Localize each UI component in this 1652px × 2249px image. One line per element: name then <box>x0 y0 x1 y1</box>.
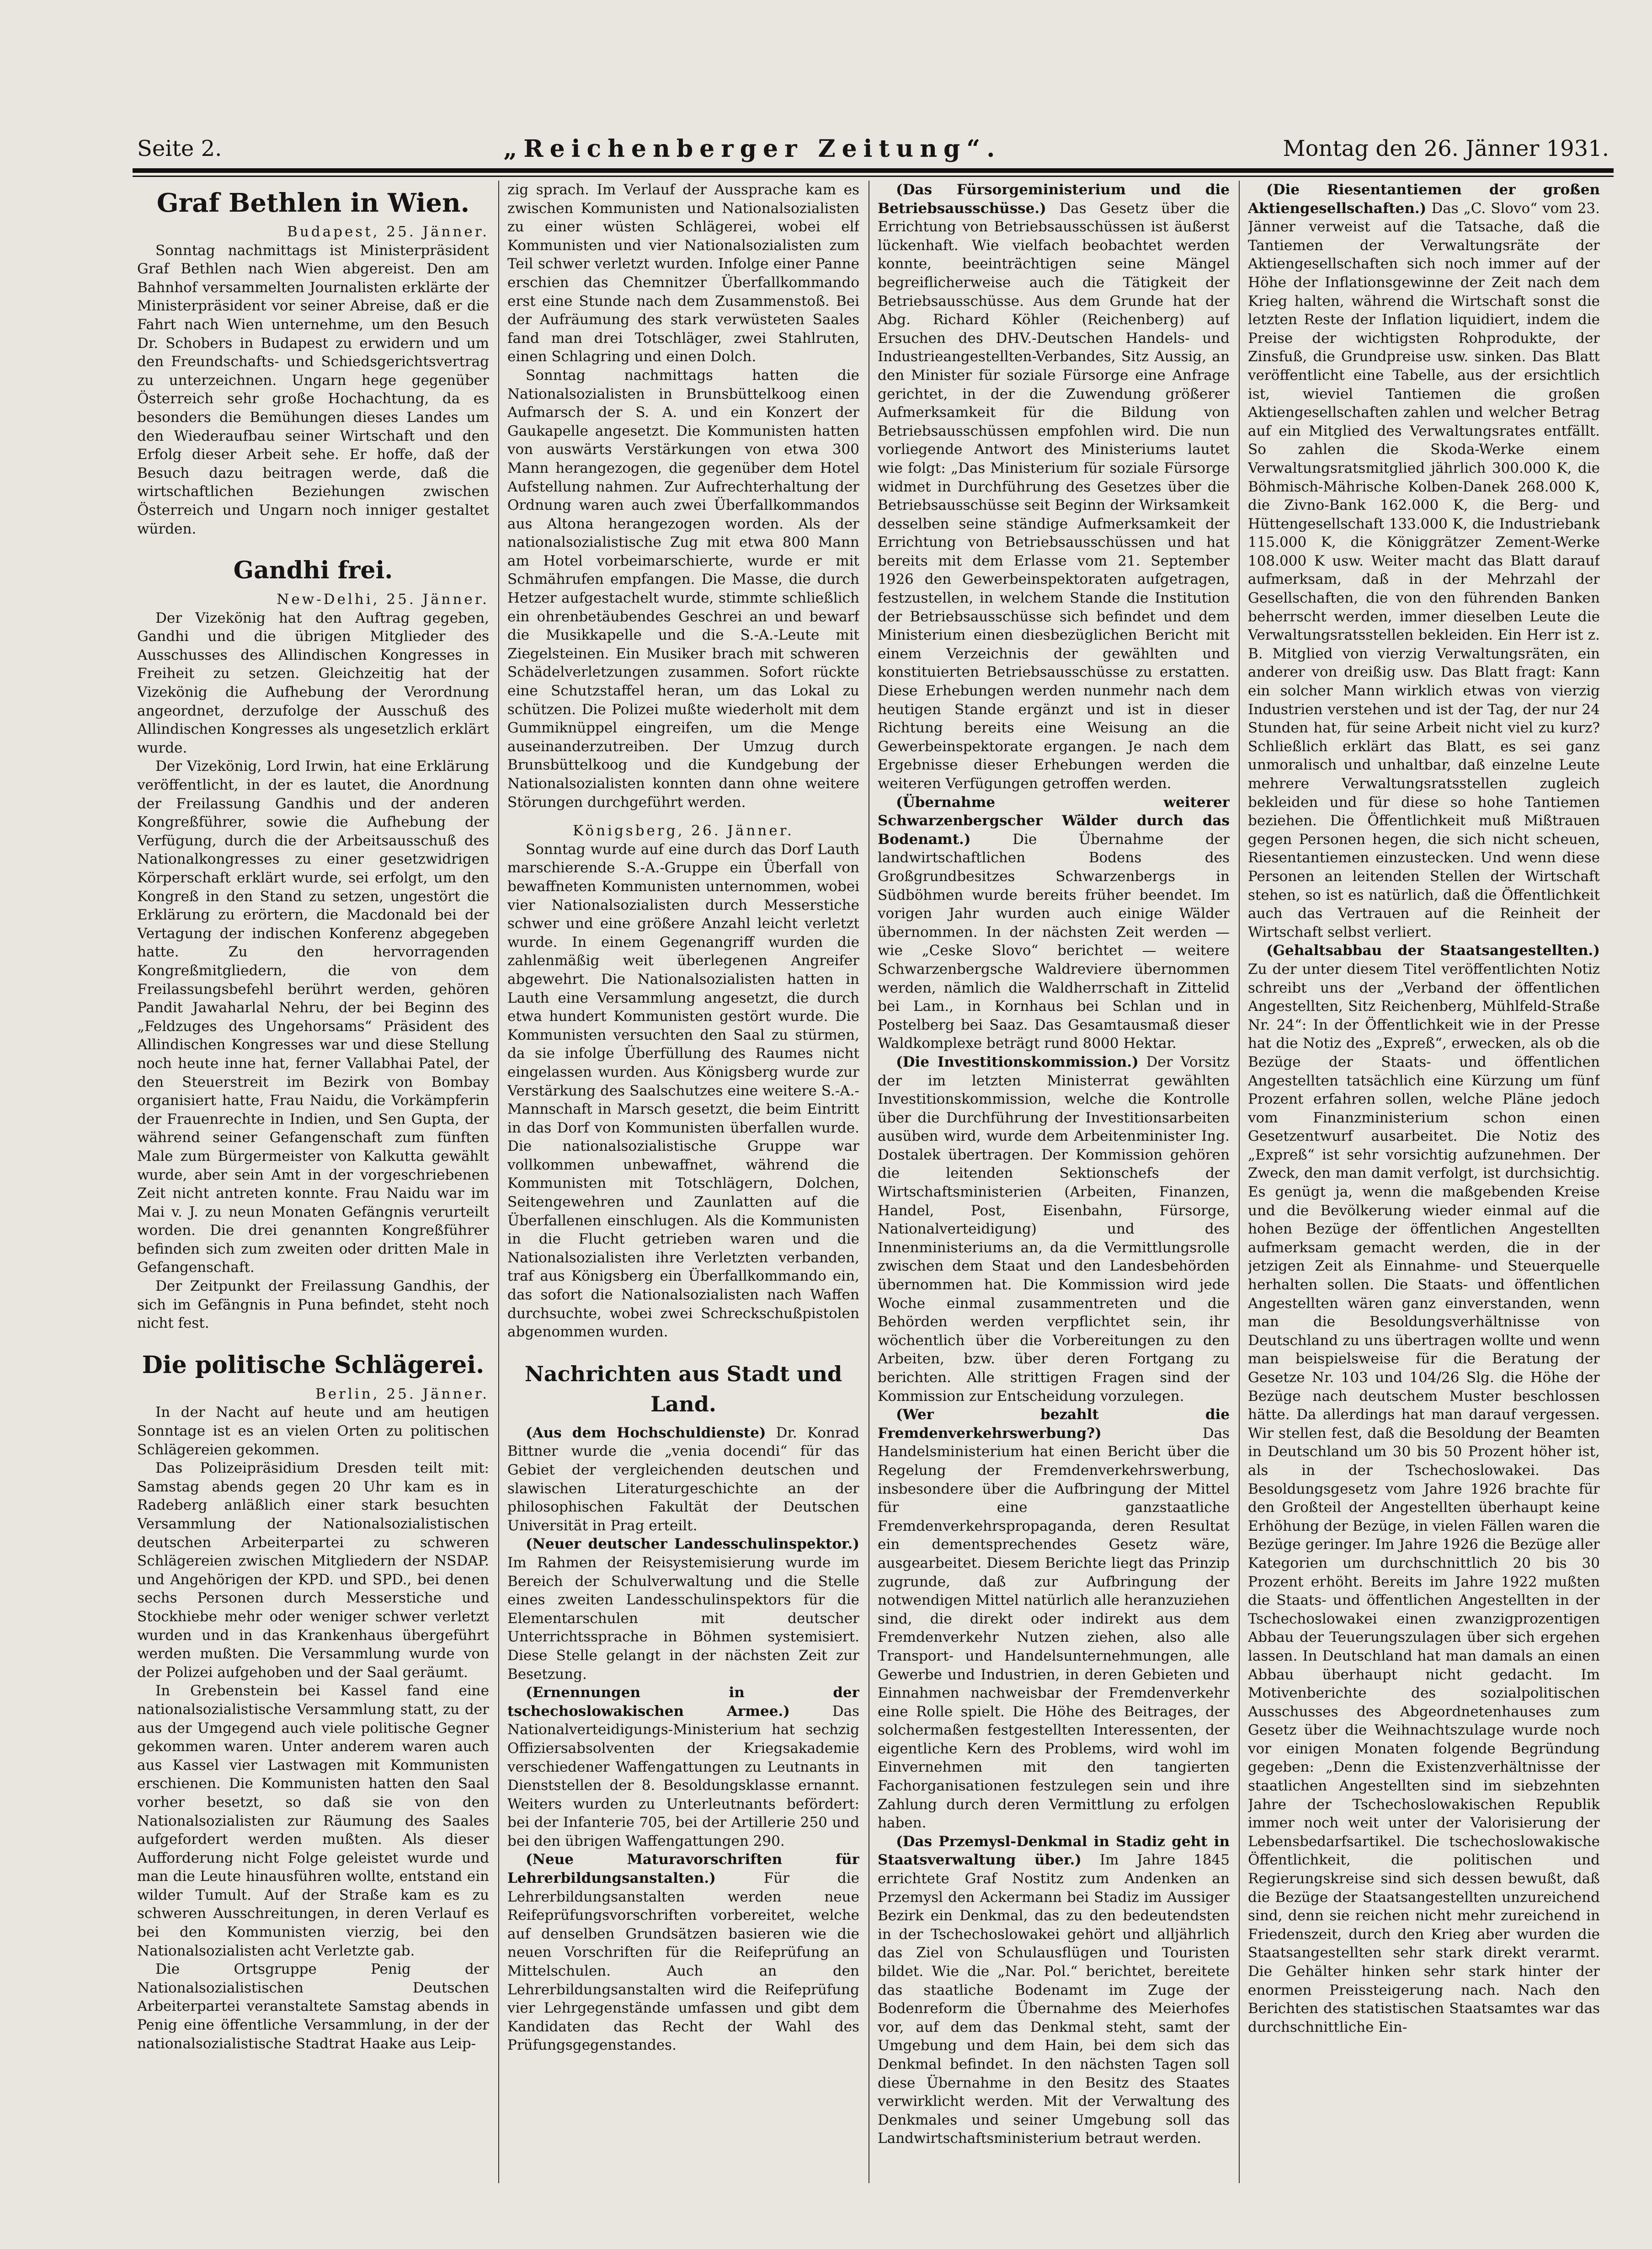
article-koenigsberg: Sonntag wurde auf eine durch das Dorf Lauth marschierende S.-A.-Gruppe ein Überfall von bewaffneten Kommunisten unternommen, wobei vier Nationalsozialisten durch Messerstiche schwer und eine größere Anzahl leicht verletzt wurde. In einem Gegenangriff wurden die zahlenmäßig weit überlegenen Angreifer abgewehrt. Die Nationalsozialisten hatten in Lauth eine Versammlung angesetzt, die durch etwa hundert Kommunisten gestört wurde. Die Kommunisten versuchten den Saal zu stürmen, da sie infolge Überfüllung des Raumes nicht eingelassen wurden. Aus Königsberg wurde zur Verstärkung des Saalschutzes eine weitere S.-A.-Mannschaft in Marsch gesetzt, die beim Eintritt in das Dorf von Kommunisten überfallen wurde. Die nationalsozialistische Gruppe war vollkommen unbewaffnet, während die Kommunisten mit Totschlägern, Dolchen, Seitengewehren und Zaunlatten auf die Überfallenen einschlugen. Als die Kommunisten in die Flucht getrieben waren und die Nationalsozialisten ihre Verletzten verbanden, traf aus Königsberg ein Überfallkommando ein, das sofort die Nationalsozialisten nach Waffen durchsuchte, wobei zwei Schreckschußpistolen abgenommen wurden. <box>507 841 859 1341</box>
article-gandhi-para-1: Der Vizekönig hat den Auftrag gegeben, Gandhi und die übrigen Mitglieder des Ausschusses des Allindischen Kongresses in Freiheit zu setzen. Gleichzeitig hat der Vizekönig die Aufhebung der Verordnung angeordnet, derzufolge der Ausschuß des Allindischen Kongresses als ungesetzlich erklärt wurde. <box>137 609 489 756</box>
article-gandhi-para-3: Der Zeitpunkt der Freilassung Gandhis, der sich im Gefängnis in Puna befindet, steht noch nicht fest. <box>137 1278 489 1332</box>
item-hochschuldienst-text: Dr. Konrad Bittner wurde die „venia docendi“ für das Gebiet der vergleichenden deutschen und slawischen Literaturgeschichte an der philosophischen Fakultät der Deutschen Universität in Prag erteilt. <box>507 1424 859 1534</box>
item-landesschulinspektor-heading: (Neuer deutscher Landesschulinspektor.) <box>526 1536 859 1553</box>
header-rule-thick <box>133 168 1614 173</box>
item-schwarzenberg <box>878 793 1230 1053</box>
dateline-budapest: Budapest, 25. Jänner. <box>287 224 489 240</box>
article-schlaegerei-para-1: In der Nacht auf heute und am heutigen Sonntage ist es an vielen Orten zu politischen Schlägereien gekommen. <box>137 1404 489 1458</box>
article-gandhi-para-2: Der Vizekönig, Lord Irwin, hat eine Erklärung veröffentlicht, in der es lautet, die Anordnung der Freilassung Gandhis und der anderen Kongreßführer, sowie die Aufhebung der Verfügung, durch die der Arbeitsausschuß des Nationalkongresses zu einer gesetzwidrigen Körperschaft erklärt wurde, sei erfolgt, um den Kongreß in den Stand zu setzen, ungestört die Erklärung zu erörtern, die Macdonald bei der Vertagung der indischen Konferenz abgegeben hatte. Zu den hervorragenden Kongreßmitgliedern, die von dem Freilassungsbefehl berührt werden, gehören Pandit Jawaharlal Nehru, der bei Beginn des „Feldzuges des Ungehorsams“ Präsident des Allindischen Kongresses war und diese Stellung noch heute inne hat, ferner Vallabhai Patel, der den Steuerstreit im Bezirk von Bombay organisiert hatte, Frau Naidu, die Vorkämpferin der Frauenrechte in Indien, und Sen Gupta, der während seiner Gefangenschaft zum fünften Male zum Bürgermeister von Kalkutta gewählt wurde, aber sein Amt in der vorgeschriebenen Zeit nicht antreten konnte. Frau Naidu war im Mai v. J. zu neun Monaten Gefängnis verurteilt worden. Die drei genannten Kongreßführer befinden sich zum zweiten oder dritten Male in Gefangenschaft. <box>137 758 489 1276</box>
item-maturavorschriften-text: Für die Lehrerbildungsanstalten werden neue Reifeprüfungsvorschriften vorbereitet, welche auf denselben Grundsätzen basieren wie die neuen Vorschriften für die Reifeprüfung an Mittelschulen. Auch an den Lehrerbildungsanstalten wird die Reifeprüfung vier Lehrgegenstände umfassen und gibt dem Kandidaten das Recht der Wahl des Prüfungsgegenstandes. <box>507 1870 859 2054</box>
item-schwarzenberg-text: Die Übernahme der landwirtschaftlichen Bodens des Großgrundbesitzes Schwarzenbergs in Südböhmen wurde bereits früher beendet. Im vorigen Jahr wurden auch einige Wälder übernommen. In der nächsten Zeit werden — wie „Ceske Slovo“ berichtet — weitere Schwarzenbergsche Waldreviere übernommen werden, nämlich die Waldherrschaft in Zittelid bei Lam., in Kornhaus bei Schlan und in Postelberg bei Saaz. Das Gesamtausmaß dieser Waldkomplexe beträgt rund 8000 Hektar. <box>878 831 1230 1052</box>
article-schlaegerei-para-3: In Grebenstein bei Kassel fand eine nationalsozialistische Versammlung statt, zu der aus der Umgegend auch viele politische Gegner gekommen waren. Unter anderem waren auch aus Kassel vier Lastwagen mit Kommunisten erschienen. Die Kommunisten hatten den Saal vorher besetzt, so daß sie von den Nationalsozialisten zur Räumung des Saales aufgefordert werden mußten. Als dieser Aufforderung nicht Folge geleistet wurde und man die Leute hinausführen wollte, entstand ein wilder Tumult. Auf der Straße kam es zu schweren Ausschreitungen, in deren Verlauf es bei den Kommunisten vierzig, bei den Nationalsozialisten acht Verletzte gab. <box>137 1683 489 1959</box>
item-fuersorgeministerium-text: Das Gesetz über die Errichtung von Betriebsausschüssen ist äußerst lückenhaft. Wie vielfach beobachtet werden konnte, beeinträchtigen seine Mängel begreiflicherweise auch die Tätigkeit der Betriebsausschüsse. Aus dem Grunde hat der Abg. Richard Köhler (Reichenberg) auf Ersuchen des DHV.-Deutschen Handels- und Industrieangestellten-Verbandes, Sitz Aussig, an den Minister für soziale Fürsorge eine Anfrage gerichtet, in der die Zuwendung größerer Aufmerksamkeit für die Bildung von Betriebsausschüssen empfohlen wird. Die nun vorliegende Antwort des Ministeriums lautet wie folgt: „Das Ministerium für soziale Fürsorge widmet in Durchführung des Gesetzes über die Betriebsausschüsse seit Beginn der Wirksamkeit desselben seine ständige Aufmerksamkeit der Errichtung von Betriebsausschüssen und hat bereits mit dem Erlasse vom 21. September 1926 den Gewerbeinspektoraten aufgetragen, festzustellen, in welchem Stande die Institution der Betriebsausschüsse sich befindet und dem Ministerium einen diesbezüglichen Bericht mit einem Verzeichnis der gewählten und konstituierten Betriebsausschüsse zu erstatten. Diese Erhebungen werden nunmehr nach dem heutigen Stande ergänzt und ist in dieser Richtung bereits eine Weisung an die Gewerbeinspektorate ergangen. Je nach dem Ergebnisse dieser Erhebungen werden die weiteren Verfügungen getroffen werden. <box>878 200 1230 792</box>
item-fuersorgeministerium-heading: (Das Fürsorgeministerium und die Betriebsausschüsse.) <box>878 182 1230 217</box>
column-divider-1 <box>498 181 499 2183</box>
item-gehaltsabbau-text: Zu der unter diesem Titel veröffentlichten Notiz schreibt uns der „Verband der öffentlichen Angestellten, Sitz Reichenberg, Mühlfeld-Straße Nr. 24“: In der Öffentlichkeit wie in der Presse hat die Notiz des „Expreß“, erwecken, als ob die Bezüge der Staats- und öffentlichen Angestellten tatsächlich eine Kürzung um fünf Prozent erfahren sollen, welche Pläne jedoch vom Finanzministerium schon einen Gesetzentwurf ausarbeitet. Die Notiz des „Expreß“ ist sehr vorsichtig aufzunehmen. Der Zweck, den man damit verfolgt, ist durchsichtig. Es genügt ja, wenn die maßgebenden Kreise und die Bevölkerung wieder einmal auf die hohen Bezüge der öffentlichen Angestellten aufmerksam gemacht werden, die in der jetzigen Zeit als Einnahme- und Steuerquelle herhalten sollen. Die Staats- und öffentlichen Angestellten wären ganz einverstanden, wenn man die Besoldungsverhältnisse von Deutschland zu uns übertragen wollte und wenn man beispielsweise für die Beratung der Gesetze Nr. 103 und 104/26 Slg. die Höhe der Bezüge nach deutschem Muster beschlossen hätte. Da allerdings hat man darauf vergessen. Wir stellen fest, daß die Besoldung der Beamten in Deutschland um 30 bis 50 Prozent höher ist, als in der Tschechoslowakei. Das Besoldungsgesetz vom Jahre 1926 brachte für den Großteil der Angestellten überhaupt keine Erhöhung der Bezüge, in vielen Fällen waren die Bezüge geringer. Im Jahre 1926 die Bezüge aller Kategorien um durchschnittlich 20 bis 30 Prozent erhöht. Bereits im Jahre 1922 mußten die Staats- und öffentlichen Angestellten in der Tschechoslowakei einen zwanzigprozentigen Abbau der Teuerungszulagen über sich ergehen lassen. In Deutschland hat man damals an einen Abbau überhaupt nicht gedacht. Im Motivenberichte des sozialpolitischen Ausschusses des Abgeordnetenhauses zum Gesetz über die Weihnachtszulage wurde noch vor einigen Monaten folgende Begründung gegeben: „Denn die Existenzverhältnisse der staatlichen Angestellten sind im siebzehnten Jahre der Tschechoslowakischen Republik immer noch weit unter der Valorisierung der Lebensbedarfsartikel. Die tschechoslowakische Öffentlichkeit, die politischen und Regierungskreise sind sich dessen bewußt, daß die Bezüge der Staatsangestellten unzureichend sind, denn sie reichen nicht mehr zureichend in Friedenszeit, durch den Krieg aber wurden die Staatsangestellten sehr stark direkt verarmt. Die Gehälter hinken sehr stark hinter der enormen Preissteigerung nach. Nach den Berichten des statistischen Staatsamtes war das durchschnittliche Ein- <box>1248 961 1600 2035</box>
column-divider-3 <box>1239 181 1240 2183</box>
item-riesentantiemen-text: Das „C. Slovo“ vom 23. Jänner verweist auf die Tatsache, daß die Tantiemen der Verwaltungsräte der Aktiengesellschaften sich noch immer auf der Höhe der Inflationsgewinne der Zeit nach dem Krieg halten, während die Wirtschaft sonst die letzten Reste der Inflation liquidiert, indem die Preise der wichtigsten Rohprodukte, der Zinsfuß, die Grundpreise usw. sinken. Das Blatt veröffentlicht eine Tabelle, aus der ersichtlich ist, wieviel Tantiemen die großen Aktiengesellschaften zahlen und welcher Betrag auf ein Mitglied des Verwaltungsrates entfällt. So zahlen die Skoda-Werke einem Verwaltungsratsmitglied jährlich 300.000 K, die Böhmisch-Mährische Kolben-Danek 268.000 K, die Zivno-Bank 162.000 K, die Berg- und Hüttengesellschaft 133.000 K, die Industriebank 115.000 K, die Königgrätzer Zement-Werke 108.000 K usw. Weiter macht das Blatt darauf aufmerksam, daß in der Mehrzahl der Gesellschaften, die von den führenden Banken beherrscht werden, immer dieselben Leute die Verwaltungsratsstellen bekleiden. Ein Herr ist z. B. Mitglied von vierzig Verwaltungsräten, ein anderer von dreißig usw. Das Blatt fragt: Kann ein solcher Mann wirklich etwas von vierzig Industrien verstehen und ist der Tag, der nur 24 Stunden hat, für seine Arbeit nicht viel zu kurz? Schließlich erklärt das Blatt, es sei ganz unmoralisch und unhaltbar, daß einzelne Leute mehrere Verwaltungsratsstellen zugleich bekleiden und für diese so hohe Tantiemen beziehen. Die Öffentlichkeit muß Mißtrauen gegen Personen hegen, die sich nicht scheuen, Riesentantiemen einzustecken. Und wenn diese Personen an leitenden Stellen der Wirtschaft stehen, so ist es natürlich, daß die Öffentlichkeit auch das Vertrauen auf die Reinheit der Wirtschaft selbst verliert. <box>1248 200 1600 940</box>
item-landesschulinspektor <box>507 1535 859 1683</box>
issue-date: Montag den 26. Jänner 1931. <box>1283 136 1609 161</box>
headline-gandhi: Gandhi frei. <box>233 556 393 585</box>
item-fuersorgeministerium <box>878 181 1230 793</box>
item-maturavorschriften-heading: (Neue Maturavorschriften für Lehrerbildungsanstalten.) <box>507 1851 859 1887</box>
dateline-berlin: Berlin, 25. Jänner. <box>315 1385 489 1402</box>
item-hochschuldienst <box>507 1424 859 1535</box>
column-1 <box>137 181 489 2188</box>
header-rule-thin <box>133 176 1614 177</box>
item-maturavorschriften <box>507 1850 859 2055</box>
article-schlaegerei-para-2: Das Polizeipräsidium Dresden teilt mit: Samstag abends gegen 20 Uhr kam es in Radeberg anläßlich einer stark besuchten Versammlung der Nationalsozialistischen deutschen Arbeiterpartei zu schweren Schlägereien zwischen Mitgliedern der NSDAP. und Angehörigen der KPD. und SPD., bei denen sechs Personen durch Messerstiche und Stockhiebe mehr oder weniger schwer verletzt wurden und in das Krankenhaus übergeführt werden mußten. Die Versammlung wurde von der Polizei aufgehoben und der Saal geräumt. <box>137 1460 489 1681</box>
dateline-new-delhi: New-Delhi, 25. Jänner. <box>277 591 489 608</box>
page-label: Seite 2. <box>137 136 222 161</box>
item-fremdenverkehr-text: Das Handelsministerium hat einen Bericht über die Regelung der Fremdenverkehrswerbung, insbesondere über die Aufbringung der Mittel für eine ganzstaatliche Fremdenverkehrspropaganda, deren Resultat ein dementsprechendes Gesetz wäre, ausgearbeitet. Diesem Berichte liegt das Prinzip zugrunde, daß zur Aufbringung der notwendigen Mittel natürlich alle heranzuziehen sind, die direkt oder indirekt aus dem Fremdenverkehr Nutzen ziehen, also alle Transport- und Handelsunternehmungen, alle Gewerbe und Industrien, in deren Gebieten und Einnahmen nachweisbar der Fremdenverkehr eine Rolle spielt. Die Höhe des Beitrages, der solchermaßen festgestellten Interessenten, der eigentliche Kern des Problems, wird wohl im Einvernehmen mit den tangierten Fachorganisationen festzulegen sein und ihre Zahlung durch deren Vermittlung zu erfolgen haben. <box>878 1425 1230 1832</box>
item-ernennungen-text: Das Nationalverteidigungs-Ministerium hat sechzig Offiziersabsolventen der Kriegsakademie verschiedener Waffengattungen zu Leutnants in Dienststellen der 8. Besoldungsklasse ernannt. Weiters wurden zu Unterleutnants befördert: bei der Infanterie 705, bei der Artillerie 250 und bei den übrigen Waffengattungen 290. <box>507 1703 859 1849</box>
item-przemysl-denkmal <box>878 1832 1230 2148</box>
item-gehaltsabbau <box>1248 941 1600 2036</box>
column-3 <box>878 181 1230 2188</box>
item-schwarzenberg-heading: (Übernahme weiterer Schwarzenbergscher Wälder durch das Bodenamt.) <box>878 794 1230 848</box>
item-przemysl-denkmal-heading: (Das Przemysl-Denkmal in Stadiz geht in Staatsverwaltung über.) <box>878 1833 1230 1869</box>
item-ernennungen <box>507 1683 859 1850</box>
item-investitionskommission-heading: (Die Investitionskommission.) <box>896 1053 1139 1070</box>
page-header <box>137 130 1609 167</box>
column-4 <box>1248 181 1600 2188</box>
item-landesschulinspektor-text: Im Rahmen der Reisystemisierung wurde im Bereich der Schulverwaltung und die Stelle eines zweiten Landesschulinspektors für die Elementarschulen mit deutscher Unterrichtssprache in Böhmen systemisiert. Diese Stelle gelangt in der nächsten Zeit zur Besetzung. <box>507 1554 859 1683</box>
item-riesentantiemen <box>1248 181 1600 941</box>
article-brunsbuettelkoog: Sonntag nachmittags hatten die Nationalsozialisten in Brunsbüttelkoog einen Aufmarsch der S. A. und ein Konzert der Gaukapelle angesetzt. Die Kommunisten hatten von auswärts Verstärkungen von etwa 300 Mann herangezogen, die gegenüber dem Hotel Aufstellung nahmen. Zur Aufrechterhaltung der Ordnung waren auch zwei Überfallkommandos aus Altona herangezogen worden. Als der nationalsozialistische Zug mit etwa 800 Mann am Hotel vorbeimarschierte, wurde er mit Schmährufen empfangen. Die Masse, die durch Hetzer aufgestachelt wurde, stimmte schließlich ein ohrenbetäubendes Geschrei an und bewarf die Musikkapelle und die S.-A.-Leute mit Ziegelsteinen. Ein Musiker brach mit schweren Schädelverletzungen zusammen. Sofort rückte eine Schutzstaffel heran, um das Lokal zu schützen. Die Polizei mußte wiederholt mit dem Gummiknüppel eingreifen, um die Menge auseinanderzutreiben. Der Umzug durch Brunsbüttelkoog und die Kundgebung der Nationalsozialisten konnten dann ohne weitere Störungen durchgeführt werden. <box>507 367 859 811</box>
item-gehaltsabbau-heading: (Gehaltsabbau der Staatsangestellten.) <box>1266 942 1600 959</box>
article-schlaegerei-para-4: Die Ortsgruppe Penig der Nationalsozialistischen Deutschen Arbeiterpartei veranstaltete Samstag abends in Penig eine öffentliche Versammlung, in der der nationalsozialistische Stadtrat Haake aus Leip- <box>137 1961 489 2052</box>
item-riesentantiemen-heading: (Die Riesentantiemen der großen Aktiengesellschaften.) <box>1248 182 1600 217</box>
item-fremdenverkehr-heading: (Wer bezahlt die Fremdenverkehrswerbung?) <box>878 1406 1230 1442</box>
item-investitionskommission-text: Der Vorsitz der im letzten Ministerrat gewählten Investitionskommission, welche die Kontrolle über die Durchführung der Investitionsarbeiten ausüben wird, wurde dem Arbeitenminister Ing. Dostalek übertragen. Der Kommission gehören die leitenden Sektionschefs der Wirtschaftsministerien (Arbeiten, Finanzen, Handel, Post, Eisenbahn, Fürsorge, Nationalverteidigung) und des Innenministeriums an, da die Vermittlungsrolle zwischen dem Staat und den Landesbehörden übernommen hat. Die Kommission wird jede Woche einmal zusammentreten und die Behörden werden verpflichtet sein, ihr wöchentlich über die Vorbereitungen zu den Arbeiten, bzw. über deren Fortgang zu berichten. Alle strittigen Fragen sind der Kommission zur Entscheidung vorzulegen. <box>878 1053 1230 1405</box>
section-heading-local-news: Nachrichten aus Stadt und Land. <box>524 1361 842 1416</box>
headline-schlaegerei: Die politische Schlägerei. <box>142 1351 485 1379</box>
masthead: „Reichenberger Zeitung“. <box>503 134 1002 163</box>
headline-bethlen: Graf Bethlen in Wien. <box>156 188 470 218</box>
article-schlaegerei-continued: zig sprach. Im Verlauf der Aussprache kam es zwischen Kommunisten und Nationalsozialisten zu einer wüsten Schlägerei, wobei elf Kommunisten und vier Nationalsozialisten zum Teil schwer verletzt wurden. Infolge einer Panne erschien das Chemnitzer Überfallkommando erst eine Stunde nach dem Zusammenstoß. Bei der Aufräumung des stark verwüsteten Saales fand man drei Totschläger, zwei Stahlruten, einen Schlagring und einen Dolch. <box>507 182 859 365</box>
article-bethlen-text: Sonntag nachmittags ist Ministerpräsident Graf Bethlen nach Wien abgereist. Den am Bahnhof versammelten Journalisten erklärte der Ministerpräsident vor seiner Abreise, daß er die Fahrt nach Wien unternehme, um den Besuch Dr. Schobers in Budapest zu erwidern und um den Freundschafts- und Schiedsgerichtsvertrag zu unterzeichnen. Ungarn hege gegenüber Österreich sehr große Hochachtung, da es besonders die Bemühungen dieses Landes um den Wiederaufbau seiner Wirtschaft und den Erfolg dieser Arbeit sehe. Er hoffe, daß der Besuch dazu beitragen werde, daß die wirtschaftlichen Beziehungen zwischen Österreich und Ungarn noch inniger gestaltet würden. <box>137 242 489 537</box>
item-hochschuldienst-heading: (Aus dem Hochschuldienste) <box>526 1424 766 1441</box>
item-przemysl-denkmal-text: Im Jahre 1845 errichtete Graf Nostitz zum Andenken an Przemysl den Ackermann bei Stadiz im Aussiger Bezirk ein Denkmal, das zu den bedeutendsten in der Tschechoslowakei gehört und alljährlich das Ziel von Schulausflügen und Touristen bildet. Wie die „Nar. Pol.“ berichtet, bereitete das staatliche Bodenamt im Zuge der Bodenreform die Übernahme des Meierhofes vor, auf dem das Denkmal steht, samt der Umgebung und dem Hain, bei dem sich das Denkmal befindet. In den nächsten Tagen soll diese Übernahme in den Besitz des Staates verwirklicht werden. Mit der Verwaltung des Denkmales und seiner Umgebung soll das Landwirtschaftsministerium betraut werden. <box>878 1852 1230 2147</box>
column-2 <box>507 181 859 2188</box>
item-ernennungen-heading: (Ernennungen in der tschechoslowakischen Armee.) <box>507 1684 859 1720</box>
dateline-koenigsberg: Königsberg, 26. Jänner. <box>573 823 794 839</box>
item-fremdenverkehr <box>878 1405 1230 1832</box>
item-investitionskommission <box>878 1053 1230 1405</box>
